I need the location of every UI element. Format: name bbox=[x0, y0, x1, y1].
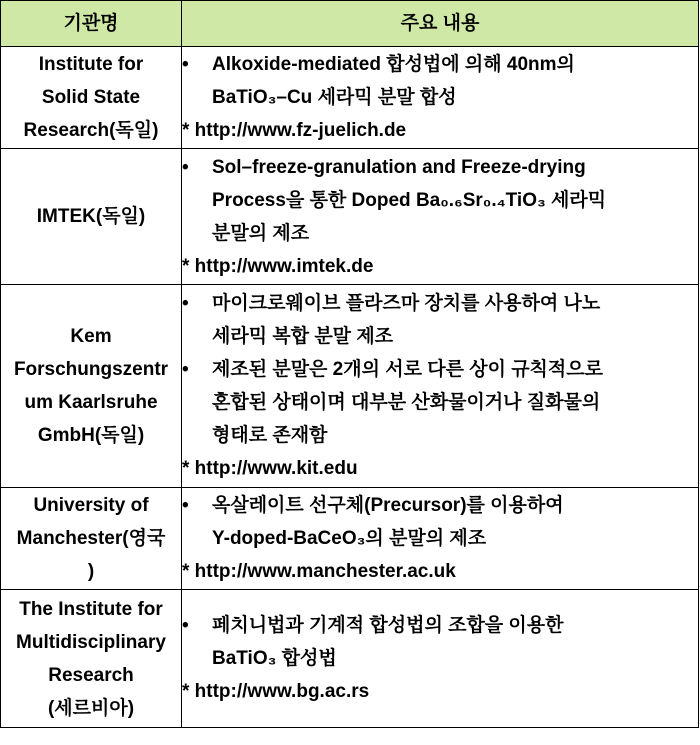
institution-line: The Institute for bbox=[19, 598, 163, 620]
bullet-dot: • bbox=[182, 293, 189, 314]
bullet-dot: • bbox=[182, 495, 189, 516]
bullet-item bbox=[182, 609, 698, 675]
bullet-line: 혼합된 상태이며 대부분 산화물이거나 질화물의 bbox=[212, 392, 601, 413]
bullet-line: 옥살레이트 선구체(Precursor)를 이용하여 bbox=[212, 495, 564, 516]
bullet-line: BaTiO₃ 합성법 bbox=[212, 648, 337, 669]
bullet-line: Alkoxide-mediated 합성법에 의해 40nm의 bbox=[212, 54, 575, 75]
institution-line: IMTEK(독일) bbox=[36, 206, 146, 227]
website-link: * http://www.manchester.ac.uk bbox=[182, 561, 456, 582]
bullet-line: Process을 통한 Doped Ba₀.₆Sr₀.₄TiO₃ 세라믹 bbox=[212, 189, 607, 211]
content-cell bbox=[182, 488, 699, 590]
bullet-line: 분말의 제조 bbox=[212, 222, 310, 244]
bullet-item bbox=[182, 489, 698, 555]
bullet-dot: • bbox=[182, 156, 189, 178]
institution-line: University of bbox=[33, 495, 149, 516]
institution-line: Forschungszentr bbox=[13, 359, 169, 380]
table-row bbox=[1, 47, 699, 149]
institution-line: Research(독일) bbox=[23, 120, 159, 141]
bullet-line: BaTiO₃–Cu 세라믹 분말 합성 bbox=[212, 87, 457, 108]
content-cell bbox=[182, 149, 699, 285]
website-link: * http://www.fz-juelich.de bbox=[182, 120, 407, 141]
institution-line: Solid State bbox=[41, 87, 141, 108]
content-cell bbox=[182, 590, 699, 728]
institution-name bbox=[1, 488, 182, 590]
institution-name bbox=[1, 590, 182, 728]
bullet-line: Sol–freeze-granulation and Freeze-drying bbox=[212, 156, 586, 178]
bullet-line: Y-doped-BaCeO₃의 분말의 제조 bbox=[212, 528, 487, 549]
website-link: * http://www.kit.edu bbox=[182, 458, 358, 479]
bullet-dot: • bbox=[182, 615, 189, 636]
bullet-line: 세라믹 복합 분말 제조 bbox=[212, 326, 394, 347]
website-link: * http://www.imtek.de bbox=[182, 255, 374, 277]
bullet-dot: • bbox=[182, 54, 189, 75]
website-link: * http://www.bg.ac.rs bbox=[182, 681, 370, 702]
content-cell bbox=[182, 285, 699, 488]
bullet-dot: • bbox=[182, 359, 189, 380]
bullet-item bbox=[182, 353, 698, 452]
institution-line: um Kaarlsruhe bbox=[24, 392, 158, 413]
content-cell bbox=[182, 47, 699, 149]
bullet-line: 제조된 분말은 2개의 서로 다른 상이 규칙적으로 bbox=[212, 359, 603, 380]
header-main-content: 주요 내용 bbox=[182, 1, 699, 47]
institution-line: Multidisciplinary bbox=[16, 631, 166, 653]
header-row bbox=[1, 1, 699, 47]
table-row bbox=[1, 488, 699, 590]
institution-name bbox=[1, 285, 182, 488]
institution-line: GmbH(독일) bbox=[37, 425, 145, 446]
bullet-line: 마이크로웨이브 플라즈마 장치를 사용하여 나노 bbox=[212, 293, 601, 314]
institution-line: ) bbox=[87, 561, 95, 582]
institution-name bbox=[1, 47, 182, 149]
bullet-item bbox=[182, 48, 698, 114]
institution-line: Institute for bbox=[38, 54, 144, 75]
institution-line: (세르비아) bbox=[47, 697, 135, 719]
institution-name bbox=[1, 149, 182, 285]
table-row bbox=[1, 590, 699, 728]
bullet-item bbox=[182, 151, 698, 250]
table-row bbox=[1, 149, 699, 285]
header-institution: 기관명 bbox=[1, 1, 182, 47]
bullet-item bbox=[182, 287, 698, 353]
institution-line: Kem bbox=[70, 326, 112, 347]
bullet-line: 형태로 존재함 bbox=[212, 425, 328, 446]
table-row bbox=[1, 285, 699, 488]
institution-line: Research bbox=[48, 664, 134, 686]
bullet-line: 페치니법과 기계적 합성법의 조합을 이용한 bbox=[212, 615, 564, 636]
institution-line: Manchester(영국 bbox=[16, 528, 166, 549]
